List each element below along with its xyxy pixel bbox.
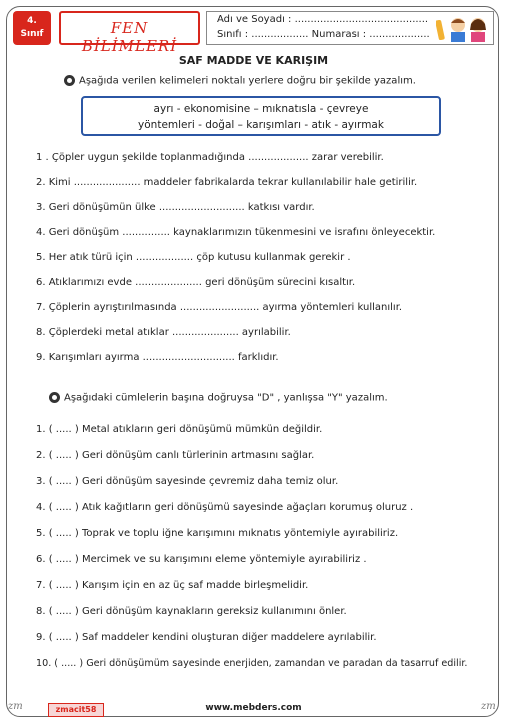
name-field[interactable]: Adı ve Soyadı : .......................................... (217, 14, 429, 25)
section1-instruction (64, 75, 416, 87)
tf-question-10[interactable]: 10. ( ..... ) Geri dönüşümüm sayesinde enerjiden, zamandan ve paradan da tasarruf edilir. (36, 658, 468, 669)
fill-question-5[interactable]: 5. Her atık türü için .................. çöp kutusu kullanmak gerekir . (36, 252, 351, 263)
class-number-field[interactable]: Sınıfı : .................. Numarası : ................... (217, 29, 430, 40)
tf-question-3[interactable]: 3. ( ..... ) Geri dönüşüm sayesinde çevremiz daha temiz olur. (36, 476, 339, 487)
section1-instruction-text: Aşağıda verilen kelimeleri noktalı yerlere doğru bir şekilde yazalım. (79, 75, 416, 87)
footer-tag: zmacit58 (48, 703, 104, 717)
footer-logo-right: zm (481, 701, 496, 712)
tf-question-9[interactable]: 9. ( ..... ) Saf maddeler kendini oluşturan diğer maddelere ayrılabilir. (36, 632, 377, 643)
word-bank-line-1: ayrı - ekonomisine – mıknatısla - çevreye (153, 103, 369, 115)
subject-title: FEN BİLİMLERİ (81, 19, 178, 55)
students-illustration-icon (436, 14, 490, 42)
tf-question-5[interactable]: 5. ( ..... ) Toprak ve toplu iğne karışımını mıknatıs yöntemiyle ayırabiliriz. (36, 528, 399, 539)
tf-question-6[interactable]: 6. ( ..... ) Mercimek ve su karışımını eleme yöntemiyle ayırabiliriz . (36, 554, 367, 565)
fill-question-2[interactable]: 2. Kimi ..................... maddeler fabrikalarda tekrar kullanılabilir hale getirilir. (36, 177, 418, 188)
fill-question-4[interactable]: 4. Geri dönüşüm ............... kaynaklarımızın tükenmesini ve israfını önleyecektir. (36, 227, 436, 238)
word-bank (81, 96, 441, 136)
footer-url[interactable]: www.mebders.com (205, 703, 302, 713)
tf-question-1[interactable]: 1. ( ..... ) Metal atıkların geri dönüşümü mümkün değildir. (36, 424, 323, 435)
word-bank-line-2: yöntemleri - doğal – karışımları - atık - ayırmak (138, 119, 384, 131)
fill-question-3[interactable]: 3. Geri dönüşümün ülke ........................... katkısı vardır. (36, 202, 315, 213)
subject-box (59, 11, 200, 55)
page-title: SAF MADDE VE KARIŞIM (178, 54, 329, 67)
fill-question-9[interactable]: 9. Karışımları ayırma ............................. farklıdır. (36, 352, 279, 363)
section2-instruction (49, 392, 388, 404)
section2-instruction-text: Aşağıdaki cümlelerin başına doğruysa "D" , yanlışsa "Y" yazalım. (64, 392, 388, 404)
tf-question-4[interactable]: 4. ( ..... ) Atık kağıtların geri dönüşümü sayesinde ağaçları korumuş oluruz . (36, 502, 414, 513)
grade-number: 4. (27, 16, 37, 26)
fill-question-8[interactable]: 8. Çöplerdeki metal atıklar ..................... ayrılabilir. (36, 327, 291, 338)
tf-question-8[interactable]: 8. ( ..... ) Geri dönüşüm kaynakların gereksiz kullanımını önler. (36, 606, 347, 617)
fill-question-7[interactable]: 7. Çöplerin ayrıştırılmasında ......................... ayırma yöntemleri kullanılır. (36, 302, 403, 313)
grade-badge (13, 11, 51, 45)
bullet-icon (49, 392, 60, 403)
tf-question-2[interactable]: 2. ( ..... ) Geri dönüşüm canlı türlerinin artmasını sağlar. (36, 450, 315, 461)
fill-question-1[interactable]: 1 . Çöpler uygun şekilde toplanmadığında ................... zarar verebilir. (36, 152, 384, 163)
fill-question-6[interactable]: 6. Atıklarımızı evde ..................... geri dönüşüm sürecini kısaltır. (36, 277, 356, 288)
bullet-icon (64, 75, 75, 86)
tf-question-7[interactable]: 7. ( ..... ) Karışım için en az üç saf madde birleşmelidir. (36, 580, 309, 591)
footer-logo-left: zm (8, 701, 23, 712)
grade-label: Sınıf (20, 29, 44, 39)
